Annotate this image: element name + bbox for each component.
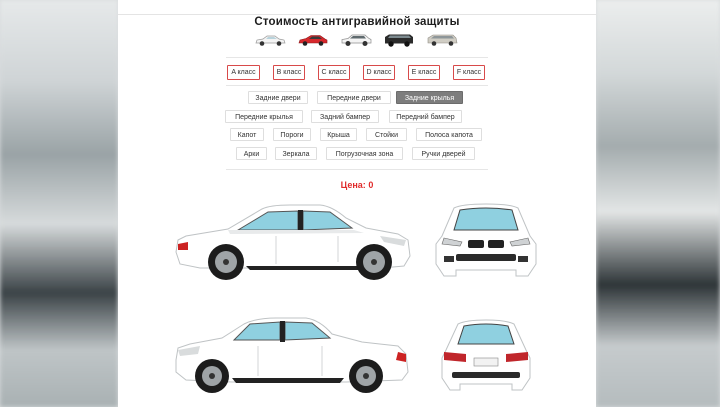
vehicle-type-selector bbox=[253, 32, 459, 48]
car-rear-view bbox=[438, 318, 534, 396]
part-front-doors-button[interactable]: Передние двери bbox=[317, 91, 391, 104]
class-e-button[interactable]: E класс bbox=[408, 65, 440, 80]
divider-bottom bbox=[226, 169, 488, 170]
class-d-button[interactable]: D класс bbox=[363, 65, 395, 80]
part-roof-button[interactable]: Крыша bbox=[320, 128, 357, 141]
class-c-button[interactable]: C класс bbox=[318, 65, 350, 80]
crossover-icon[interactable] bbox=[339, 32, 373, 48]
top-divider bbox=[118, 14, 596, 15]
part-front-bumper-button[interactable]: Передний бампер bbox=[389, 110, 462, 123]
price-value: 0 bbox=[368, 180, 374, 190]
background-right bbox=[596, 0, 720, 407]
background-left bbox=[0, 0, 118, 407]
part-door-handles-button[interactable]: Ручки дверей bbox=[412, 147, 475, 160]
minivan-icon[interactable] bbox=[425, 32, 459, 48]
class-b-button[interactable]: B класс bbox=[273, 65, 305, 80]
sedan-icon[interactable] bbox=[253, 32, 287, 48]
part-mirrors-button[interactable]: Зеркала bbox=[275, 147, 317, 160]
part-arches-button[interactable]: Арки bbox=[236, 147, 267, 160]
car-side-view-left bbox=[172, 312, 416, 396]
price-label: Цена: bbox=[340, 180, 366, 190]
divider-top bbox=[226, 57, 488, 58]
part-rear-doors-button[interactable]: Задние двери bbox=[248, 91, 308, 104]
part-hood-button[interactable]: Капот bbox=[230, 128, 264, 141]
part-hood-strip-button[interactable]: Полоса капота bbox=[416, 128, 482, 141]
class-f-button[interactable]: F класс bbox=[453, 65, 485, 80]
calculator-panel bbox=[118, 0, 596, 407]
part-rear-fenders-button[interactable]: Задние крылья bbox=[396, 91, 463, 104]
page-title: Стоимость антигравийной защиты bbox=[254, 16, 460, 28]
part-loading-zone-button[interactable]: Погрузочная зона bbox=[326, 147, 403, 160]
suv-icon[interactable] bbox=[382, 32, 416, 48]
car-side-view-right bbox=[170, 196, 414, 284]
class-a-button[interactable]: A класс bbox=[227, 65, 260, 80]
part-front-fenders-button[interactable]: Передние крылья bbox=[225, 110, 303, 123]
car-front-view bbox=[432, 202, 540, 282]
part-sills-button[interactable]: Пороги bbox=[273, 128, 311, 141]
part-pillars-button[interactable]: Стойки bbox=[366, 128, 407, 141]
divider-mid bbox=[226, 85, 488, 86]
price-display bbox=[118, 180, 596, 190]
part-rear-bumper-button[interactable]: Задний бампер bbox=[311, 110, 379, 123]
hatchback-icon[interactable] bbox=[296, 32, 330, 48]
